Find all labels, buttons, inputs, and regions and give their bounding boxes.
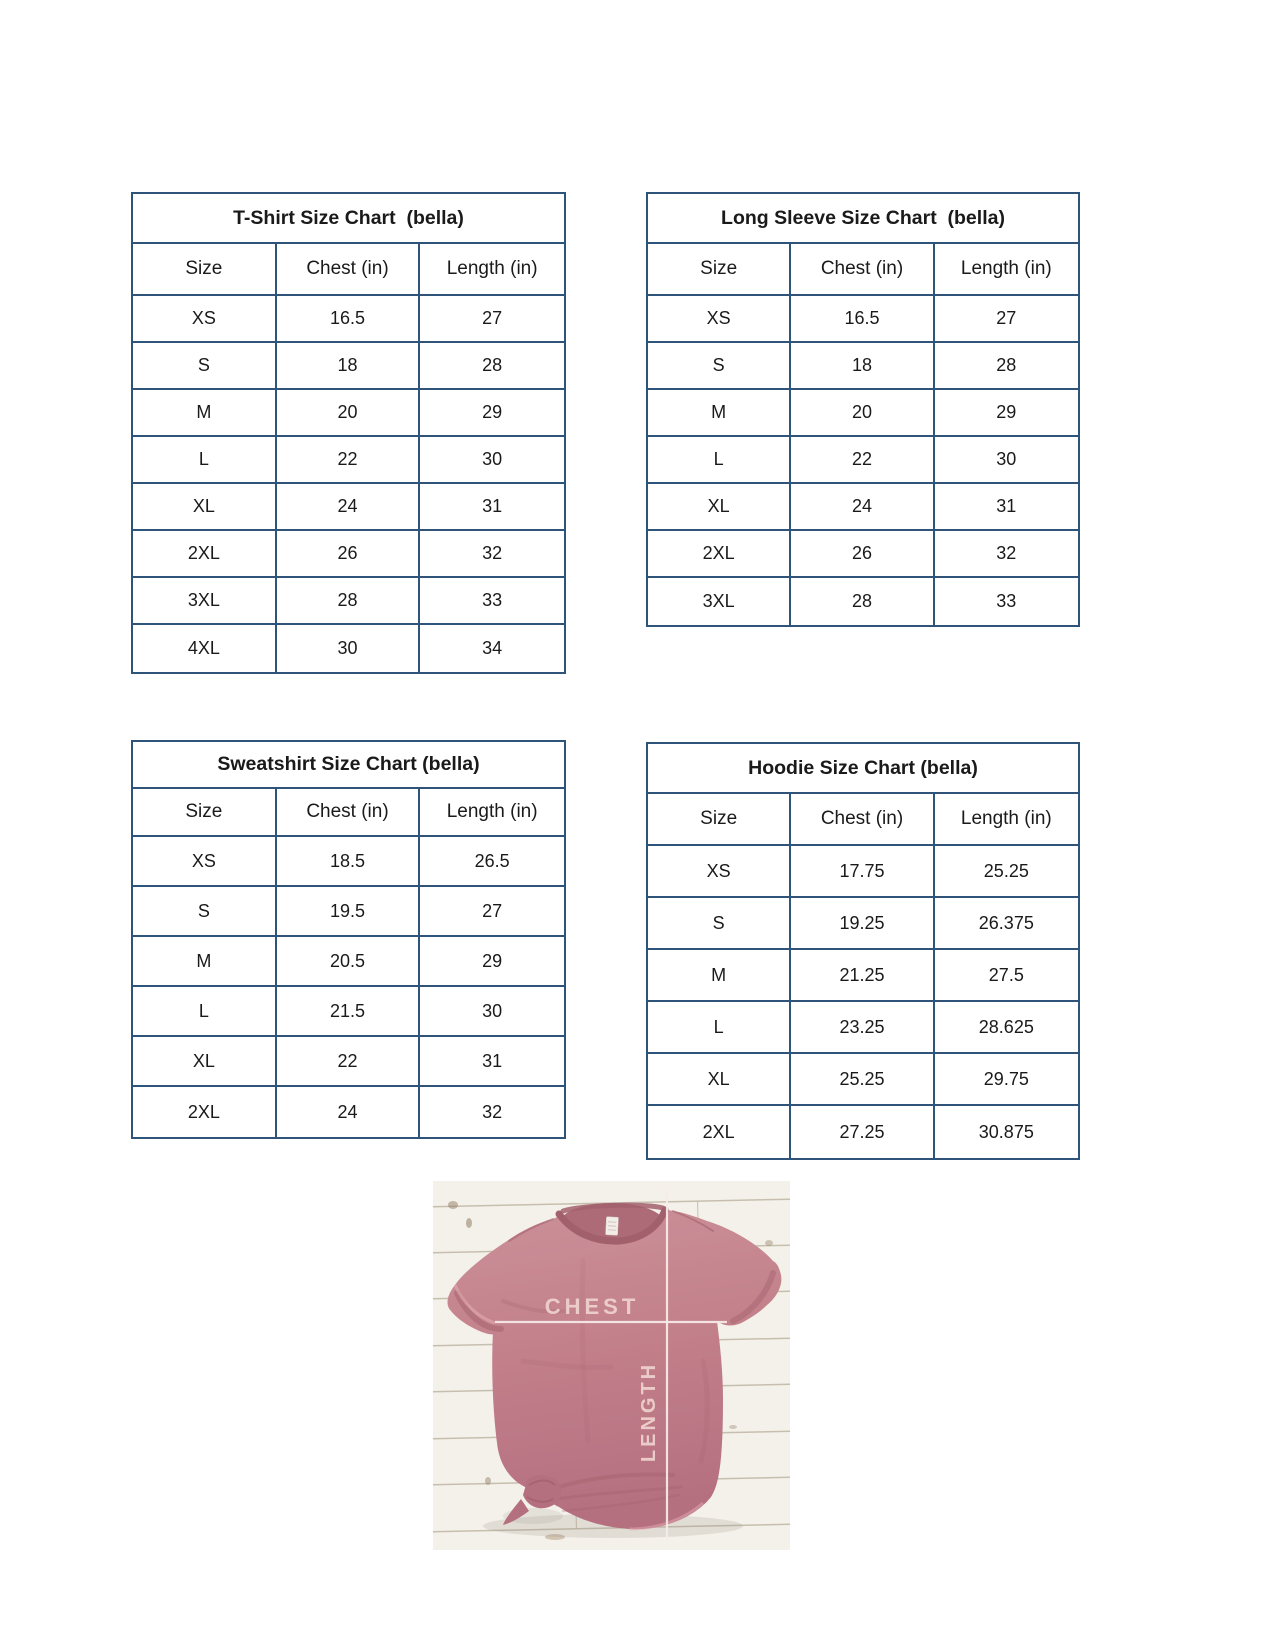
chest-cell: 24 — [791, 484, 934, 531]
chest-cell: 16.5 — [277, 296, 421, 343]
length-cell: 32 — [420, 531, 564, 578]
chest-cell: 16.5 — [791, 296, 934, 343]
length-cell: 33 — [420, 578, 564, 625]
size-cell: XL — [648, 484, 791, 531]
chest-cell: 22 — [277, 437, 421, 484]
size-cell: S — [133, 343, 277, 390]
chest-cell: 20 — [277, 390, 421, 437]
length-cell: 27 — [935, 296, 1078, 343]
column-header-cell: Chest (in) — [277, 244, 421, 296]
chest-cell: 18 — [277, 343, 421, 390]
sweatshirt-size-chart-table — [131, 740, 566, 1139]
size-cell: 3XL — [133, 578, 277, 625]
table-grid — [648, 244, 1078, 625]
length-cell: 28.625 — [935, 1002, 1078, 1054]
column-header-cell: Length (in) — [420, 244, 564, 296]
size-cell: M — [648, 950, 791, 1002]
chest-cell: 21.5 — [277, 987, 421, 1037]
size-cell: M — [133, 937, 277, 987]
size-cell: L — [133, 987, 277, 1037]
neck-label — [606, 1217, 619, 1236]
size-cell: 3XL — [648, 578, 791, 625]
length-cell: 27 — [420, 887, 564, 937]
chest-cell: 24 — [277, 1087, 421, 1137]
length-cell: 29 — [420, 937, 564, 987]
length-cell: 25.25 — [935, 846, 1078, 898]
table-grid — [133, 789, 564, 1137]
length-cell: 30 — [420, 987, 564, 1037]
chest-cell: 18 — [791, 343, 934, 390]
length-label: LENGTH — [638, 1361, 660, 1463]
size-cell: 2XL — [133, 531, 277, 578]
size-cell: S — [133, 887, 277, 937]
length-cell: 33 — [996, 591, 1017, 611]
chest-cell: 21.25 — [791, 950, 934, 1002]
length-cell: 31 — [935, 484, 1078, 531]
table-grid — [648, 794, 1078, 1158]
length-cell: 26.375 — [935, 898, 1078, 950]
tshirt-table-title: T-Shirt Size Chart (bella) — [133, 194, 564, 244]
size-cell: XS — [133, 837, 277, 887]
size-cell: XS — [648, 846, 791, 898]
chest-cell: 18.5 — [277, 837, 421, 887]
length-cell: 30.875 — [978, 1121, 1034, 1142]
table-grid — [133, 244, 564, 672]
size-cell: M — [133, 390, 277, 437]
chest-cell: 30 — [277, 625, 421, 672]
column-header-cell: Chest (in) — [277, 789, 421, 837]
chest-cell: 26 — [277, 531, 421, 578]
size-cell: 2XL — [648, 531, 791, 578]
size-cell: S — [648, 343, 791, 390]
chest-cell: 20.5 — [277, 937, 421, 987]
shirt-measurement-photo — [433, 1181, 790, 1550]
size-cell: 4XL — [133, 625, 277, 672]
length-cell: 31 — [420, 1037, 564, 1087]
size-cell: 2XL — [648, 1106, 791, 1158]
length-cell: 28 — [420, 343, 564, 390]
length-cell: 27 — [420, 296, 564, 343]
size-cell: 2XL — [133, 1087, 277, 1137]
chest-cell: 19.25 — [791, 898, 934, 950]
length-cell: 34 — [482, 638, 503, 658]
size-cell: XS — [648, 296, 791, 343]
length-cell: 27.5 — [935, 950, 1078, 1002]
column-header-cell: Size — [133, 789, 277, 837]
size-cell: XS — [133, 296, 277, 343]
length-cell: 31 — [420, 484, 564, 531]
chest-cell: 22 — [791, 437, 934, 484]
length-cell: 29 — [935, 390, 1078, 437]
size-cell: XL — [133, 1037, 277, 1087]
column-header-cell: Length (in) — [935, 794, 1078, 846]
chest-cell: 26 — [791, 531, 934, 578]
size-cell: L — [648, 437, 791, 484]
chest-cell: 24 — [277, 484, 421, 531]
long-sleeve-table-title: Long Sleeve Size Chart (bella) — [648, 194, 1078, 244]
chest-cell: 23.25 — [791, 1002, 934, 1054]
hoodie-table-title: Hoodie Size Chart (bella) — [648, 744, 1078, 794]
column-header-cell: Chest (in) — [791, 244, 934, 296]
size-cell: S — [648, 898, 791, 950]
column-header-cell: Size — [648, 244, 791, 296]
length-cell: 30 — [420, 437, 564, 484]
column-header-cell: Size — [133, 244, 277, 296]
size-cell: L — [133, 437, 277, 484]
chest-cell: 25.25 — [791, 1054, 934, 1106]
tshirt-size-chart-table — [131, 192, 566, 674]
length-cell: 32 — [482, 1101, 503, 1122]
hoodie-size-chart-table — [646, 742, 1080, 1160]
chest-cell: 28 — [277, 578, 421, 625]
chest-cell: 20 — [791, 390, 934, 437]
length-cell: 29 — [420, 390, 564, 437]
sweatshirt-table-title: Sweatshirt Size Chart (bella) — [133, 742, 564, 789]
length-cell: 28 — [935, 343, 1078, 390]
column-header-cell: Length (in) — [420, 789, 564, 837]
chest-cell: 27.25 — [791, 1106, 934, 1158]
length-cell: 32 — [935, 531, 1078, 578]
length-cell: 26.5 — [420, 837, 564, 887]
column-header-cell: Size — [648, 794, 791, 846]
chest-cell: 22 — [277, 1037, 421, 1087]
chest-cell: 28 — [791, 578, 934, 625]
column-header-cell: Chest (in) — [791, 794, 934, 846]
size-cell: L — [648, 1002, 791, 1054]
length-cell: 30 — [935, 437, 1078, 484]
size-cell: XL — [133, 484, 277, 531]
chest-cell: 17.75 — [791, 846, 934, 898]
chest-cell: 19.5 — [277, 887, 421, 937]
size-cell: M — [648, 390, 791, 437]
size-cell: XL — [648, 1054, 791, 1106]
long-sleeve-size-chart-table — [646, 192, 1080, 627]
length-cell: 29.75 — [935, 1054, 1078, 1106]
column-header-cell: Length (in) — [935, 244, 1078, 296]
chest-label: CHEST — [544, 1294, 640, 1319]
